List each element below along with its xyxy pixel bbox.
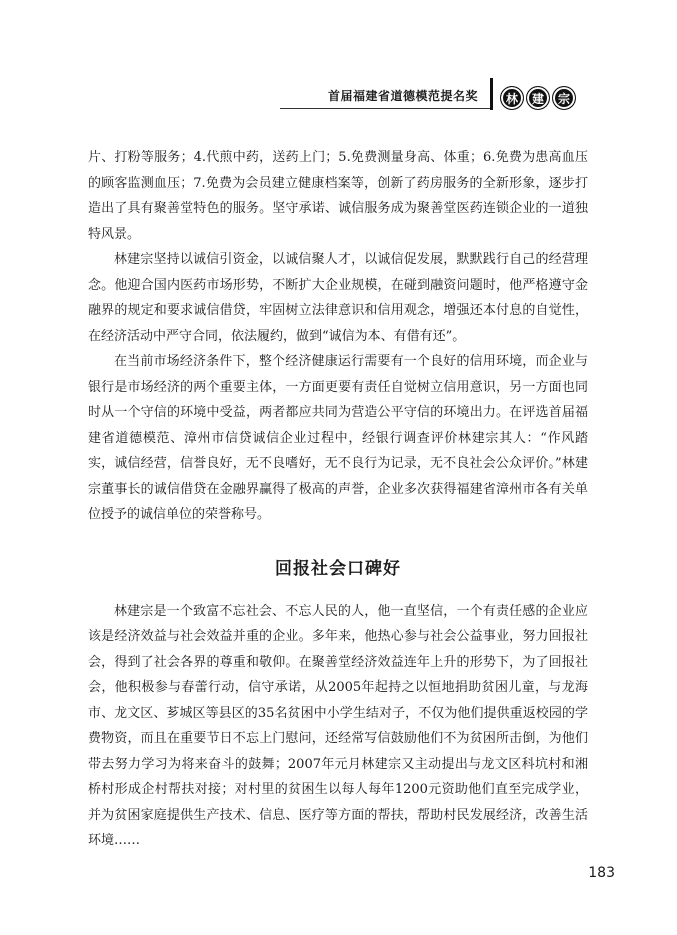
header-title: 首届福建省道德模范提名奖 (327, 89, 478, 103)
header-rule (280, 108, 492, 109)
paragraph: 在当前市场经济条件下，整个经济健康运行需要有一个良好的信用环境，而企业与银行是市场经济的两个重要主体，一方面更要有责任自觉树立信用意识，另一方面也同时从一个守信的环境中受益，两者都应共同为营造公平守信的环境出力。在评选首届福建省道德模范、漳州市信贷诚信企业过程中，经银行调查评价林建宗其人：“作风踏实，诚信经营，信誉良好，无不良嗜好，无不良行为记录，无不良社会公众评价。”林建宗董事长的诚信借贷在金融界赢得了极高的声誉，企业多次获得福建省漳州市各有关单位授予的诚信单位的荣誉称号。 (88, 354, 588, 522)
page-number: 183 (588, 865, 615, 881)
section-title: 回报社会口碑好 (275, 558, 401, 579)
name-seal-group (500, 86, 576, 110)
name-seal-1: 林 (500, 86, 524, 110)
name-seal-2: 建 (526, 86, 550, 110)
paragraph: 林建宗是一个致富不忘社会、不忘人民的人，他一直坚信，一个有责任感的企业应该是经济效益与社会效益并重的企业。多年来，他热心参与社会公益事业，努力回报社会，得到了社会各界的尊重和敬仰。在聚善堂经济效益连年上升的形势下，为了回报社会，他积极参与春蕾行动，信守承诺，从2005年起持之以恒地捐助贫困儿童，与龙海市、龙文区、芗城区等县区的35名贫困中小学生结对子，不仅为他们提供重返校园的学费物资，而且在重要节日不忘上门慰问，还经常写信鼓励他们不为贫困所击倒，为他们带去努力学习为将来奋斗的鼓舞；2007年元月林建宗又主动提出与龙文区科坑村和湘桥村形成企村帮扶对接；对村里的贫困生以每人每年1200元资助他们直至完成学业，并为贫困家庭提供生产技术、信息、医疗等方面的帮扶，帮助村民发展经济，改善生活环境…… (88, 603, 588, 848)
name-seal-3: 宗 (552, 86, 576, 110)
header-divider-bar (490, 78, 493, 110)
paragraph: 林建宗坚持以诚信引资金，以诚信聚人才，以诚信促发展，默默践行自己的经营理念。他迎合国内医药市场形势，不断扩大企业规模，在碰到融资问题时，他严格遵守金融界的规定和要求诚信借贷，牢固树立法律意识和信用观念，增强还本付息的自觉性，在经济活动中严守合同，依法履约，做到“诚信为本、有借有还”。 (88, 252, 588, 344)
body-text (88, 145, 588, 854)
running-header (280, 78, 610, 112)
paragraph-continued: 片、打粉等服务；4.代煎中药，送药上门；5.免费测量身高、体重；6.免费为患高血压的顾客监测血压；7.免费为会员建立健康档案等，创新了药房服务的全新形象，逐步打造出了具有聚善堂特色的服务。坚守承诺、诚信服务成为聚善堂医药连锁企业的一道独特风景。 (88, 150, 588, 242)
